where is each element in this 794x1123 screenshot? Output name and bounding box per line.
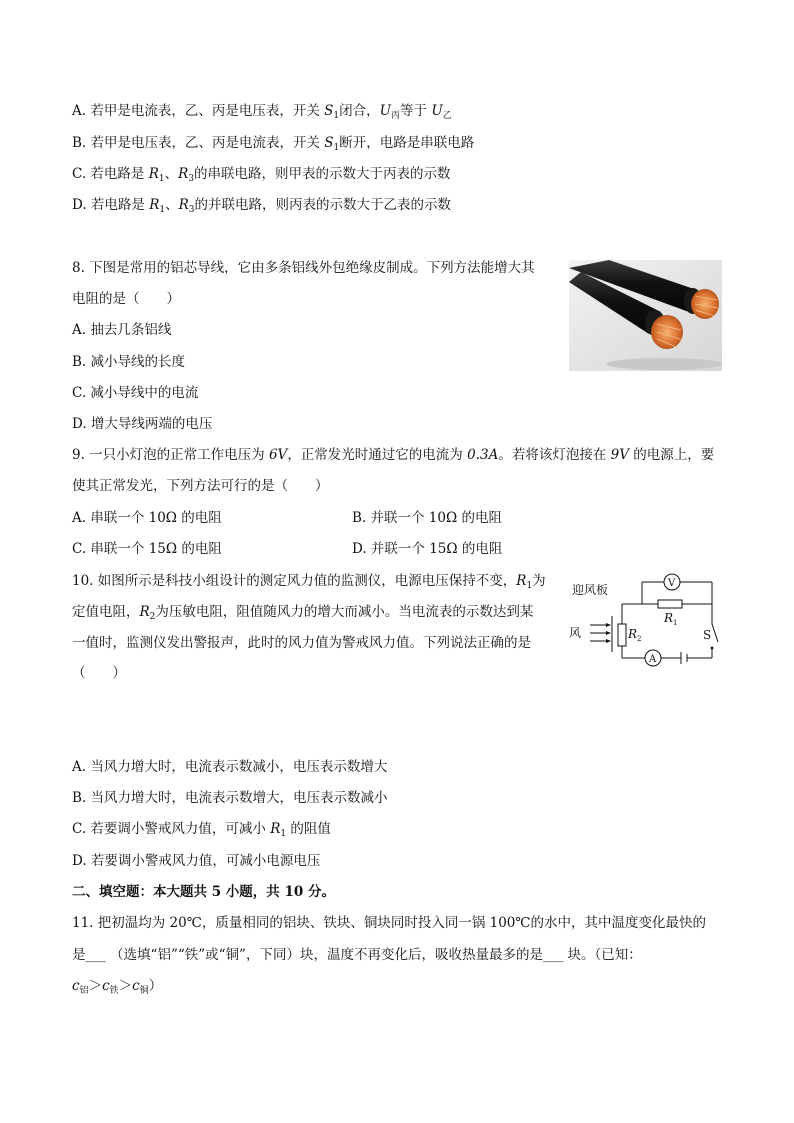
q7-option-d	[72, 195, 451, 220]
q9-stem-line1	[72, 445, 714, 465]
q10-stem-line2	[72, 602, 533, 627]
q7-a-eq: 等于	[400, 103, 432, 119]
q10-text: 为	[532, 573, 546, 589]
wind-plate-label: 迎风板	[572, 583, 609, 597]
q8-option-b: B. 减小导线的长度	[72, 354, 186, 370]
q8-stem-line2: 电阻的是（ ）	[72, 291, 180, 307]
q9-option-b: B. 并联一个 10Ω 的电阻	[352, 510, 502, 526]
q8-option-d: D. 增大导线两端的电压	[72, 416, 213, 432]
q10-option-c	[72, 819, 331, 844]
resistor-subscript: 1	[526, 581, 533, 591]
q8-option-a: A. 抽去几条铝线	[72, 322, 172, 338]
resistor-symbol: R	[516, 573, 527, 589]
q10-stem-line3: 一值时，监测仪发出警报声，此时的风力值为警戒风力值。下列说法正确的是	[72, 635, 531, 651]
q10-text: 为压敏电阻，阻值随风力的增大而减小。当电流表的示数达到某	[155, 604, 534, 620]
q7-c-text: C. 若电路是	[72, 166, 149, 182]
q10-option-a: A. 当风力增大时，电流表示数减小，电压表示数增大	[72, 759, 388, 775]
q7-option-b	[72, 133, 474, 158]
r2-subscript: 2	[637, 635, 642, 643]
q9-option-a: A. 串联一个 10Ω 的电阻	[72, 510, 222, 526]
wind-monitor-circuit-diagram	[566, 566, 726, 672]
q9-text: 9. 一只小灯泡的正常工作电压为	[72, 447, 269, 463]
voltage-symbol: U	[379, 103, 391, 119]
q9-text: 的电源上，要	[628, 447, 715, 463]
resistor-symbol: R	[178, 197, 189, 213]
q9-option-d: D. 并联一个 15Ω 的电阻	[352, 541, 503, 557]
q11-line1: 11. 把初温均为 20℃，质量相同的铝块、铁块、铜块同时投入同一锅 100℃的水中，其中温度变化最快的	[72, 915, 706, 931]
switch-symbol: S	[324, 135, 334, 151]
q9-option-c: C. 串联一个 15Ω 的电阻	[72, 541, 222, 557]
specific-heat-symbol: c	[132, 978, 140, 994]
resistor-symbol: R	[270, 821, 281, 837]
q7-option-a	[72, 101, 452, 126]
q7-option-c	[72, 164, 451, 189]
voltage-value: 9V	[610, 447, 629, 463]
q9-stem-line2: 使其正常发光，下列方法可行的是（ ）	[72, 478, 329, 494]
q10-stem-line1	[72, 571, 546, 596]
voltage-subscript: 丙	[391, 111, 401, 121]
resistor-subscript: 1	[159, 205, 166, 215]
specific-heat-subscript: 铁	[109, 986, 119, 996]
resistor-subscript: 3	[188, 205, 195, 215]
switch-symbol: S	[324, 103, 334, 119]
resistor-symbol: R	[139, 604, 150, 620]
specific-heat-symbol: c	[102, 978, 110, 994]
resistor-subscript: 1	[280, 829, 287, 839]
separator: 、	[165, 197, 179, 213]
q7-a-text: A. 若甲是电流表，乙、丙是电压表，开关	[72, 103, 325, 119]
r1-subscript: 1	[673, 619, 678, 627]
q7-a-mid: 闭合，	[339, 103, 380, 119]
ammeter-label: A	[649, 654, 657, 665]
q10-text: 10. 如图所示是科技小组设计的测定风力值的监测仪，电源电压保持不变，	[72, 573, 517, 589]
r2-label: R	[628, 627, 638, 641]
r1-label: R	[664, 611, 674, 625]
resistor-symbol: R	[149, 197, 160, 213]
q10-c-text: C. 若要调小警戒风力值，可减小	[72, 821, 271, 837]
resistor-subscript: 1	[158, 174, 165, 184]
specific-heat-subscript: 铜	[139, 986, 149, 996]
q7-b-text: B. 若甲是电压表，乙、丙是电流表，开关	[72, 135, 325, 151]
q7-b-post: 断开，电路是串联电路	[339, 135, 475, 151]
separator: 、	[164, 166, 179, 182]
closing-paren: ）	[148, 978, 163, 994]
specific-heat-subscript: 铝	[79, 986, 89, 996]
specific-heat-symbol: c	[72, 978, 80, 994]
resistor-symbol: R	[148, 166, 159, 182]
switch-subscript: 1	[333, 111, 340, 121]
q7-d-text: D. 若电路是	[72, 197, 150, 213]
greater-than: ＞	[88, 978, 103, 994]
q8-stem-line1: 8. 下图是常用的铝芯导线，它由多条铝线外包绝缘皮制成。下列方法能增大其	[72, 260, 535, 276]
copper-cable-photo	[569, 260, 722, 371]
q11-line3	[72, 976, 162, 1001]
wind-label: 风	[569, 626, 582, 640]
resistor-subscript: 2	[149, 612, 156, 622]
switch-label: S	[703, 628, 712, 642]
q9-text: 。若将该灯泡接在	[498, 447, 611, 463]
resistor-symbol: R	[178, 166, 189, 182]
voltage-value: 6V	[268, 447, 288, 463]
switch-subscript: 1	[333, 143, 340, 153]
q7-c-post: 的串联电路，则甲表的示数大于丙表的示数	[194, 166, 451, 182]
q10-option-d: D. 若要调小警戒风力值，可减小电源电压	[72, 853, 321, 869]
q11-line2: 是___ （选填“铝”“铁”或“铜”，下同）块，温度不再变化后，吸收热量最多的是___ 块。（已知：	[72, 947, 642, 963]
q8-option-c: C. 减小导线中的电流	[72, 385, 199, 401]
q10-text: 定值电阻，	[72, 604, 140, 620]
current-value: 0.3A	[467, 447, 499, 463]
q10-stem-line4: （ ）	[72, 665, 126, 681]
voltage-symbol: U	[431, 103, 443, 119]
q10-option-b: B. 当风力增大时，电流表示数增大，电压表示数减小	[72, 790, 388, 806]
greater-than: ＞	[118, 978, 133, 994]
q7-d-post: 的并联电路，则丙表的示数大于乙表的示数	[194, 197, 452, 213]
q9-text: ，正常发光时通过它的电流为	[287, 447, 468, 463]
voltage-subscript: 乙	[442, 111, 452, 121]
resistor-subscript: 3	[188, 174, 195, 184]
q10-c-post: 的阻值	[286, 821, 331, 837]
section-heading: 二、填空题：本大题共 5 小题，共 10 分。	[72, 884, 335, 900]
voltmeter-label: V	[668, 578, 676, 589]
